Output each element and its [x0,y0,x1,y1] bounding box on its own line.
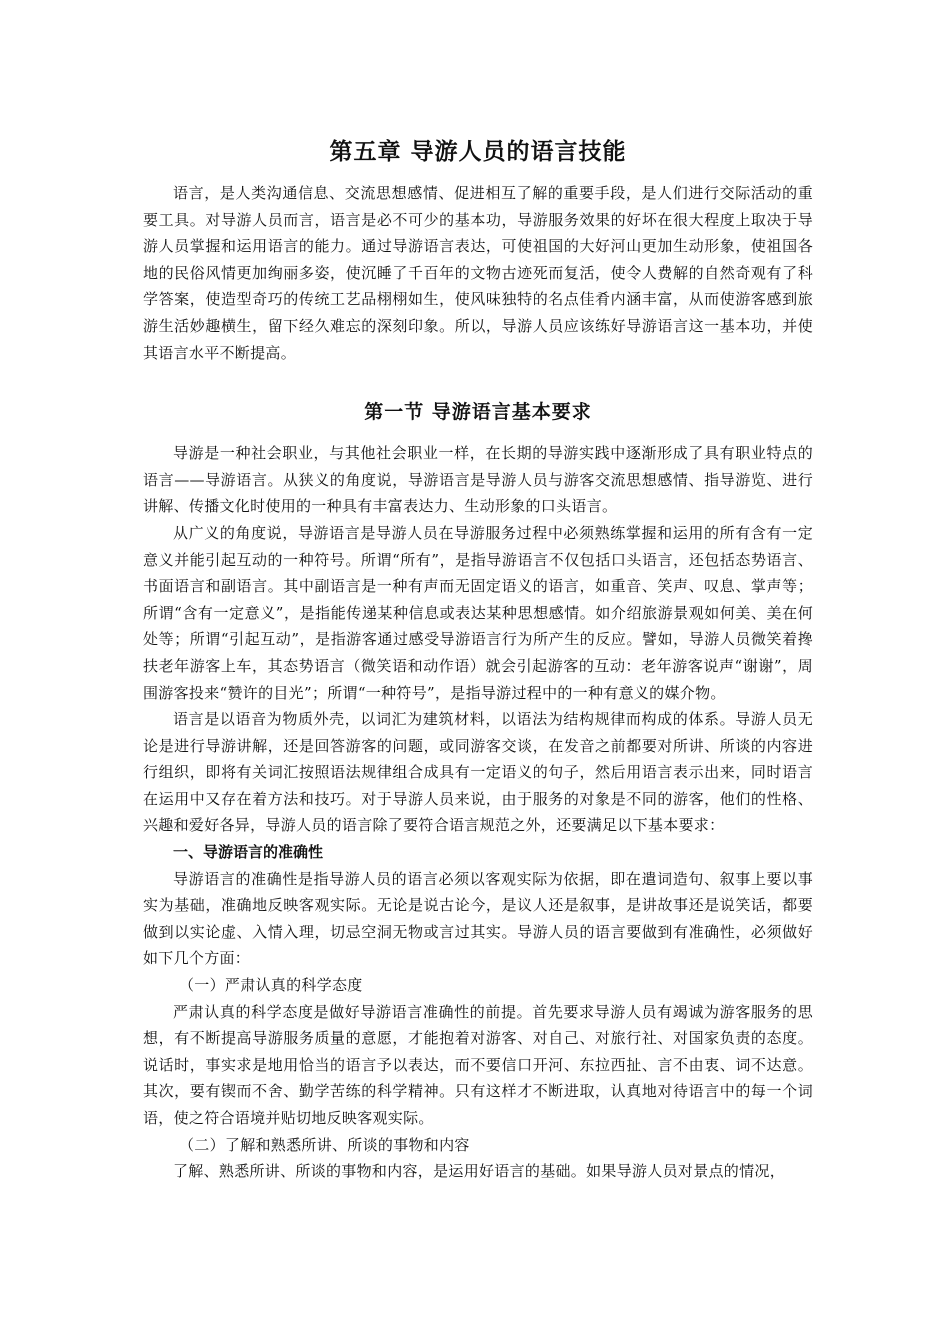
subitem-title: （一）严肃认真的科学态度 [179,976,363,995]
subheading-accuracy: 一、导游语言的准确性 [173,843,324,862]
intro-paragraph: 语言，是人类沟通信息、交流思想感情、促进相互了解的重要手段，是人们进行交际活动的重要工具。对导游人员而言，语言是必不可少的基本功，导游服务效果的好坏在很大程度上取决于导游人员掌握和运用语言的能力。通过导游语言表达，可使祖国的大好河山更加生动形象，使祖国各地的民俗风情更加绚丽多姿，使沉睡了千百年的文物古迹死而复活，使令人费解的自然奇观有了科学答案，使造型奇巧的传统工艺品栩栩如生，使风味独特的名点佳肴内涵丰富，从而使游客感到旅游生活妙趣横生，留下经久难忘的深刻印象。所以，导游人员应该练好导游语言这一基本功，并使其语言水平不断提高。 [143,184,813,362]
accuracy-paragraph: 导游语言的准确性是指导游人员的语言必须以客观实际为依据，即在遣词造句、叙事上要以事实为基础，准确地反映客观实际。无论是说古论今，是议人还是叙事，是讲故事还是说笑话，都要做到以实论虚、入情入理，切忌空洞无物或言过其实。导游人员的语言要做到有准确性，必须做好如下几个方面： [143,869,813,968]
body-paragraph: 从广义的角度说，导游语言是导游人员在导游服务过程中必须熟练掌握和运用的所有含有一定意义并能引起互动的一种符号。所谓“所有”，是指导游语言不仅包括口头语言，还包括态势语言、书面语言和副语言。其中副语言是一种有声而无固定语义的语言，如重音、笑声、叹息、掌声等；所谓“含有一定意义”，是指能传递某种信息或表达某种思想感情。如介绍旅游景观如何美、美在何处等；所谓“引起互动”，是指游客通过感受导游语言行为所产生的反应。譬如，导游人员微笑着搀扶老年游客上车，其态势语言（微笑语和动作语）就会引起游客的互动：老年游客说声“谢谢”，周围游客投来“赞许的目光”；所谓“一种符号”，是指导游过程中的一种有意义的媒介物。 [143,523,813,702]
document-body [143,132,813,1185]
subitem-title: （二）了解和熟悉所讲、所谈的事物和内容 [179,1135,470,1154]
chapter-title: 第五章 导游人员的语言技能 [329,139,627,165]
section-title: 第一节 导游语言基本要求 [364,401,592,424]
subitem-paragraph: 了解、熟悉所讲、所谈的事物和内容，是运用好语言的基础。如果导游人员对景点的情况， [173,1162,786,1181]
subitem-paragraph: 严肃认真的科学态度是做好导游语言准确性的前提。首先要求导游人员有竭诚为游客服务的思想，有不断提高导游服务质量的意愿，才能抱着对游客、对自己、对旅行社、对国家负责的态度。说话时，事实求是地用恰当的语言予以表达，而不要信口开河、东拉西扯、言不由衷、词不达意。其次，要有锲而不舍、勤学苦练的科学精神。只有这样才不断进取，认真地对待语言中的每一个词语，使之符合语境并贴切地反映客观实际。 [143,1002,813,1127]
body-paragraph: 语言是以语音为物质外壳，以词汇为建筑材料，以语法为结构规律而构成的体系。导游人员无论是进行导游讲解，还是回答游客的问题，或同游客交谈，在发音之前都要对所讲、所谈的内容进行组织，即将有关词汇按照语法规律组合成具有一定语义的句子，然后用语言表示出来，同时语言在运用中又存在着方法和技巧。对于导游人员来说，由于服务的对象是不同的游客，他们的性格、兴趣和爱好各异，导游人员的语言除了要符合语言规范之外，还要满足以下基本要求： [143,710,813,835]
body-paragraph: 导游是一种社会职业，与其他社会职业一样，在长期的导游实践中逐渐形成了具有职业特点的语言——导游语言。从狭义的角度说，导游语言是导游人员与游客交流思想感情、指导游览、进行讲解、传播文化时使用的一种具有丰富表达力、生动形象的口头语言。 [143,444,813,516]
